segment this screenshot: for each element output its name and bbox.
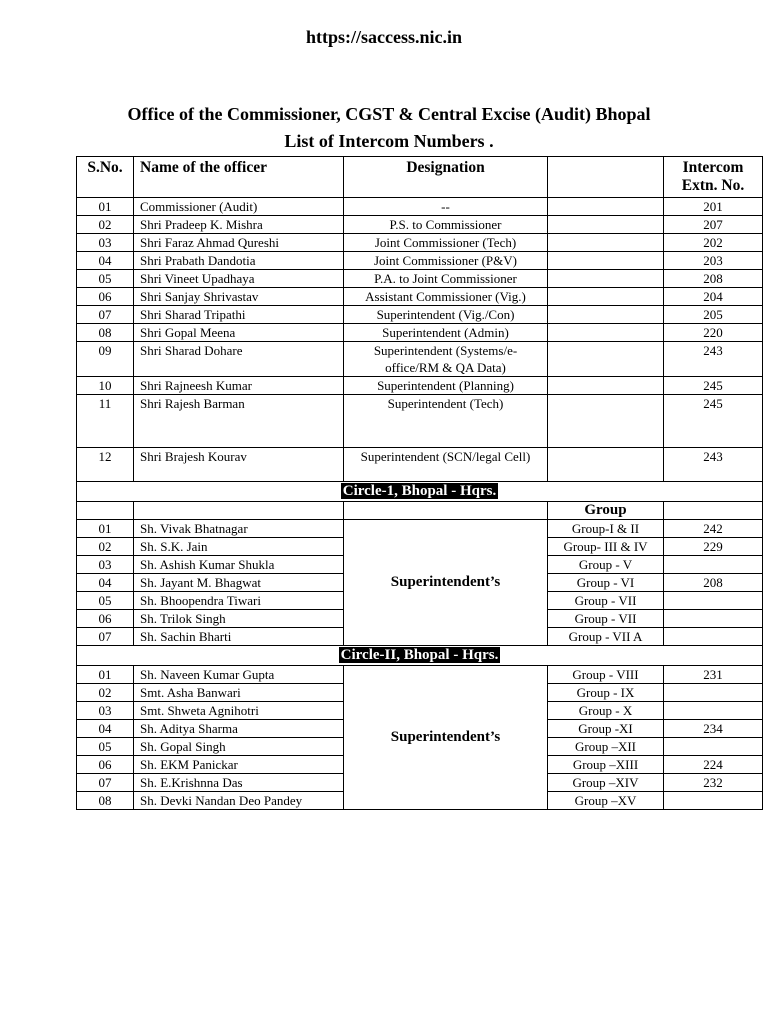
intercom-cell: 208 xyxy=(664,270,763,288)
designation-cell: Superintendent (Systems/e-office/RM & QA Data) xyxy=(344,342,548,377)
sno-cell: 03 xyxy=(77,702,134,720)
officer-name-cell: Shri Sharad Dohare xyxy=(134,342,344,377)
sno-cell: 04 xyxy=(77,574,134,592)
group-cell: Group –XIV xyxy=(548,774,664,792)
officer-name-cell: Sh. E.Krishnna Das xyxy=(134,774,344,792)
intercom-cell xyxy=(664,792,763,810)
designation-cell: P.S. to Commissioner xyxy=(344,216,548,234)
designation-cell: Superintendent (Planning) xyxy=(344,377,548,395)
group-cell xyxy=(548,306,664,324)
circle2-label: Circle-II, Bhopal - Hqrs. xyxy=(340,647,499,663)
intercom-cell xyxy=(664,702,763,720)
intercom-cell xyxy=(664,684,763,702)
col-header-sno: S.No. xyxy=(77,157,134,198)
intercom-cell xyxy=(664,610,763,628)
designation-cell: -- xyxy=(344,198,548,216)
intercom-cell: 231 xyxy=(664,666,763,684)
page-title: Office of the Commissioner, CGST & Central Excise (Audit) Bhopal xyxy=(127,104,651,124)
intercom-cell: 201 xyxy=(664,198,763,216)
table-row xyxy=(77,324,763,342)
group-cell: Group - VII A xyxy=(548,628,664,646)
intercom-cell xyxy=(664,592,763,610)
intercom-cell: 224 xyxy=(664,756,763,774)
intercom-cell xyxy=(664,738,763,756)
circle1-label: Circle-1, Bhopal - Hqrs. xyxy=(342,483,497,499)
officer-name-cell: Commissioner (Audit) xyxy=(134,198,344,216)
sno-cell: 11 xyxy=(77,395,134,448)
intercom-cell: 220 xyxy=(664,324,763,342)
sno-cell: 02 xyxy=(77,216,134,234)
col-header-designation: Designation xyxy=(344,157,548,198)
designation-cell: Joint Commissioner (Tech) xyxy=(344,234,548,252)
sno-cell: 03 xyxy=(77,556,134,574)
group-cell: Group - VII xyxy=(548,592,664,610)
table-row xyxy=(77,666,763,684)
table-row xyxy=(77,270,763,288)
group-cell: Group-I & II xyxy=(548,520,664,538)
circle1-heading-row xyxy=(77,482,763,502)
sno-cell: 02 xyxy=(77,538,134,556)
sno-cell: 06 xyxy=(77,288,134,306)
intercom-cell: 232 xyxy=(664,774,763,792)
officer-name-cell: Sh. Aditya Sharma xyxy=(134,720,344,738)
group-cell: Group- III & IV xyxy=(548,538,664,556)
circle2-section xyxy=(77,646,763,810)
table-row xyxy=(77,252,763,270)
source-url: https://saccess.nic.in xyxy=(305,27,462,47)
group-header: Group xyxy=(548,502,664,520)
designation-cell: Superintendent (Tech) xyxy=(344,395,548,448)
table-row xyxy=(77,520,763,538)
circle1-section xyxy=(77,482,763,646)
officer-name-cell: Shri Faraz Ahmad Qureshi xyxy=(134,234,344,252)
sno-cell: 10 xyxy=(77,377,134,395)
sno-cell: 08 xyxy=(77,792,134,810)
sno-cell: 04 xyxy=(77,252,134,270)
intercom-cell: 243 xyxy=(664,448,763,482)
designation-cell: Superintendent (Vig./Con) xyxy=(344,306,548,324)
table-header-row xyxy=(77,157,763,198)
group-cell: Group –XIII xyxy=(548,756,664,774)
sno-cell: 06 xyxy=(77,610,134,628)
group-cell xyxy=(548,252,664,270)
group-cell: Group - V xyxy=(548,556,664,574)
designation-cell: Joint Commissioner (P&V) xyxy=(344,252,548,270)
group-cell: Group - VI xyxy=(548,574,664,592)
officer-name-cell: Sh. Sachin Bharti xyxy=(134,628,344,646)
group-cell: Group - X xyxy=(548,702,664,720)
table-row xyxy=(77,288,763,306)
intercom-cell: 205 xyxy=(664,306,763,324)
officer-name-cell: Sh. Devki Nandan Deo Pandey xyxy=(134,792,344,810)
intercom-cell: 243 xyxy=(664,342,763,377)
intercom-cell xyxy=(664,628,763,646)
intercom-table xyxy=(76,156,763,810)
sno-cell: 02 xyxy=(77,684,134,702)
table-row xyxy=(77,342,763,377)
table-row xyxy=(77,216,763,234)
sno-cell: 08 xyxy=(77,324,134,342)
designation-cell: Superintendent’s xyxy=(344,520,548,646)
group-cell xyxy=(548,198,664,216)
sno-cell: 12 xyxy=(77,448,134,482)
col-header-group xyxy=(548,157,664,198)
sno-cell: 07 xyxy=(77,628,134,646)
circle1-group-header-row xyxy=(77,502,763,520)
col-header-intercom: Intercom Extn. No. xyxy=(664,157,763,198)
officer-name-cell: Shri Sharad Tripathi xyxy=(134,306,344,324)
officer-name-cell: Smt. Asha Banwari xyxy=(134,684,344,702)
designation-cell: Superintendent (Admin) xyxy=(344,324,548,342)
officer-name-cell: Shri Pradeep K. Mishra xyxy=(134,216,344,234)
circle2-heading-row xyxy=(77,646,763,666)
table-row xyxy=(77,448,763,482)
intercom-cell: 207 xyxy=(664,216,763,234)
group-cell xyxy=(548,234,664,252)
intercom-cell: 245 xyxy=(664,377,763,395)
officer-name-cell: Shri Brajesh Kourav xyxy=(134,448,344,482)
officer-name-cell: Sh. Naveen Kumar Gupta xyxy=(134,666,344,684)
officer-name-cell: Smt. Shweta Agnihotri xyxy=(134,702,344,720)
sno-cell: 03 xyxy=(77,234,134,252)
officer-name-cell: Shri Rajesh Barman xyxy=(134,395,344,448)
intercom-cell: 202 xyxy=(664,234,763,252)
group-cell: Group –XII xyxy=(548,738,664,756)
officer-name-cell: Shri Prabath Dandotia xyxy=(134,252,344,270)
sno-cell: 01 xyxy=(77,198,134,216)
officer-name-cell: Sh. Gopal Singh xyxy=(134,738,344,756)
officer-name-cell: Sh. Vivak Bhatnagar xyxy=(134,520,344,538)
officer-name-cell: Sh. EKM Panickar xyxy=(134,756,344,774)
sno-cell: 05 xyxy=(77,738,134,756)
intercom-cell: 203 xyxy=(664,252,763,270)
group-cell xyxy=(548,324,664,342)
officer-name-cell: Shri Vineet Upadhaya xyxy=(134,270,344,288)
group-cell: Group - VIII xyxy=(548,666,664,684)
group-cell: Group - VII xyxy=(548,610,664,628)
officer-name-cell: Sh. Jayant M. Bhagwat xyxy=(134,574,344,592)
hq-section xyxy=(77,198,763,482)
officer-name-cell: Sh. S.K. Jain xyxy=(134,538,344,556)
sno-cell: 01 xyxy=(77,666,134,684)
col-header-name: Name of the officer xyxy=(134,157,344,198)
table-row xyxy=(77,377,763,395)
officer-name-cell: Shri Sanjay Shrivastav xyxy=(134,288,344,306)
officer-name-cell: Shri Rajneesh Kumar xyxy=(134,377,344,395)
intercom-cell: 229 xyxy=(664,538,763,556)
sno-cell: 05 xyxy=(77,270,134,288)
group-cell: Group –XV xyxy=(548,792,664,810)
officer-name-cell: Sh. Bhoopendra Tiwari xyxy=(134,592,344,610)
sno-cell: 04 xyxy=(77,720,134,738)
designation-cell: P.A. to Joint Commissioner xyxy=(344,270,548,288)
page-subtitle: List of Intercom Numbers . xyxy=(284,131,494,151)
officer-name-cell: Sh. Ashish Kumar Shukla xyxy=(134,556,344,574)
group-cell xyxy=(548,377,664,395)
table-row xyxy=(77,198,763,216)
officer-name-cell: Sh. Trilok Singh xyxy=(134,610,344,628)
group-cell: Group -XI xyxy=(548,720,664,738)
sno-cell: 07 xyxy=(77,306,134,324)
intercom-cell xyxy=(664,556,763,574)
table-row xyxy=(77,306,763,324)
intercom-cell: 245 xyxy=(664,395,763,448)
officer-name-cell: Shri Gopal Meena xyxy=(134,324,344,342)
group-cell: Group - IX xyxy=(548,684,664,702)
designation-cell: Assistant Commissioner (Vig.) xyxy=(344,288,548,306)
group-cell xyxy=(548,270,664,288)
intercom-cell: 242 xyxy=(664,520,763,538)
intercom-cell: 234 xyxy=(664,720,763,738)
intercom-cell: 204 xyxy=(664,288,763,306)
intercom-cell: 208 xyxy=(664,574,763,592)
group-cell xyxy=(548,342,664,377)
sno-cell: 01 xyxy=(77,520,134,538)
group-cell xyxy=(548,395,664,448)
group-cell xyxy=(548,216,664,234)
sno-cell: 07 xyxy=(77,774,134,792)
table-row xyxy=(77,234,763,252)
sno-cell: 09 xyxy=(77,342,134,377)
sno-cell: 05 xyxy=(77,592,134,610)
sno-cell: 06 xyxy=(77,756,134,774)
table-row xyxy=(77,395,763,448)
group-cell xyxy=(548,448,664,482)
group-cell xyxy=(548,288,664,306)
designation-cell: Superintendent (SCN/legal Cell) xyxy=(344,448,548,482)
designation-cell: Superintendent’s xyxy=(344,666,548,810)
